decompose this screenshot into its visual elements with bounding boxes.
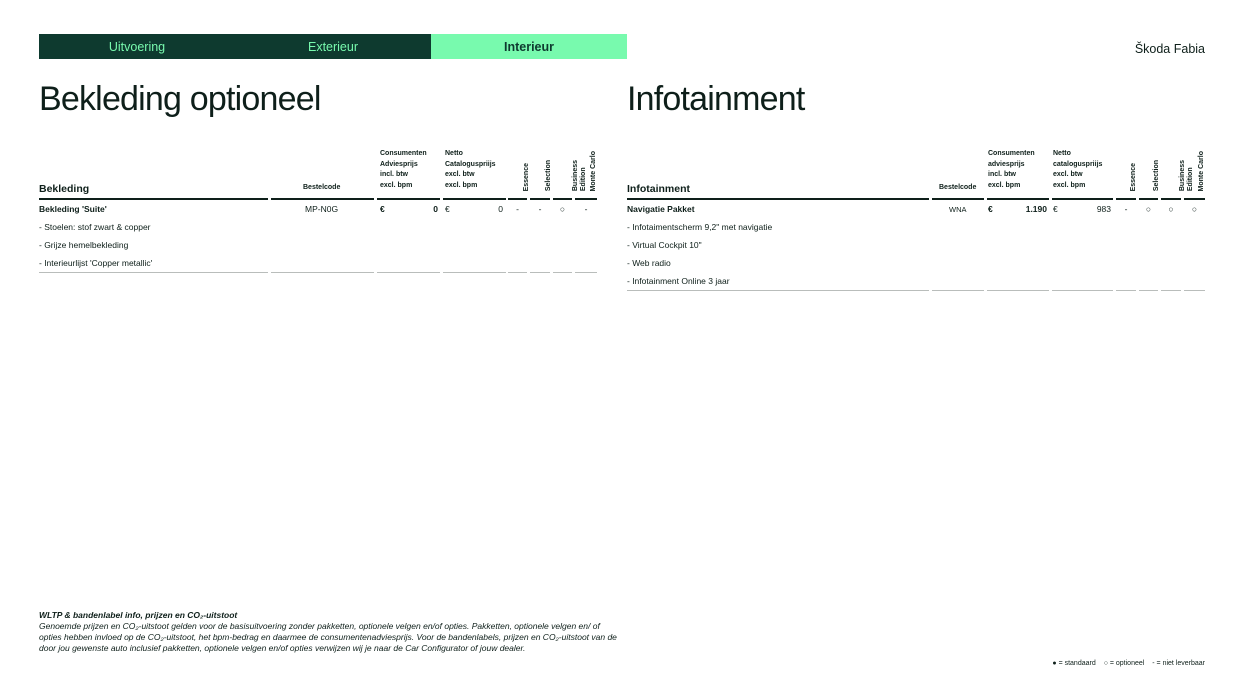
infotainment-table: [627, 144, 1206, 292]
feature-item: - Virtual Cockpit 10": [627, 240, 702, 250]
trim-availability-monte-carlo: ○: [1191, 204, 1198, 214]
header-bestelcode: Bestelcode: [303, 184, 341, 191]
table-header: [39, 144, 618, 198]
feature-item: - Interieurlijst 'Copper metallic': [39, 258, 153, 268]
list-item: [627, 218, 1206, 236]
header-bestelcode: Bestelcode: [939, 184, 977, 191]
table-row: [39, 200, 618, 218]
list-item: [39, 254, 618, 272]
legend-optional: ○ = optioneel: [1103, 660, 1145, 667]
consumer-price: 0: [433, 204, 438, 214]
header-trim-col: [1114, 133, 1138, 191]
feature-item: - Grijze hemelbekleding: [39, 240, 129, 250]
tab-interieur[interactable]: Interieur: [431, 34, 627, 59]
header-monte-carlo: Monte Carlo: [1198, 150, 1205, 191]
currency-symbol: €: [988, 204, 993, 214]
bekleding-table: [39, 144, 618, 274]
footer-rule: [39, 272, 618, 274]
trim-availability-essence: -: [516, 204, 519, 214]
header-selection: Selection: [545, 159, 552, 191]
table-row: [627, 200, 1206, 218]
header-selection: Selection: [1153, 159, 1160, 191]
header-trim-col: [1159, 133, 1194, 191]
table-header: [627, 144, 1206, 198]
header-monte-carlo: Monte Carlo: [590, 150, 597, 191]
header-net-price: Netto Cataloguspriijs excl. btw excl. bpm: [445, 150, 496, 189]
trim-availability-selection: -: [538, 204, 542, 214]
list-item: [627, 272, 1206, 290]
header-business-edition: Business Edition: [1179, 159, 1194, 191]
header-trim-col: [574, 133, 598, 191]
header-trim-col: [529, 133, 553, 191]
net-price: 983: [1096, 204, 1111, 214]
header-essence: Essence: [1130, 162, 1137, 191]
feature-item: - Infotainment Online 3 jaar: [627, 276, 730, 286]
currency-symbol: €: [380, 204, 385, 214]
header-net-price: Netto cataloguspriijs excl. btw excl. bpm: [1053, 150, 1103, 189]
tab-uitvoering[interactable]: Uitvoering: [39, 34, 235, 59]
legend-not-available: - = niet leverbaar: [1152, 660, 1205, 667]
header-consumer-price: Consumenten Adviesprijs incl. btw excl. bpm: [380, 150, 427, 189]
footnote-body: Genoemde prijzen en CO₂-uitstoot gelden voor de basisuitvoering zonder pakketten, optionele velgen en/of opties. Pakketten, optionele velgen en/ of opties hebben invloed op de CO₂-uitstoot, het bpm-bedrag en daarmee de consumentenadviesprijs. Voor de bandenlabels, prijzen en CO₂-uitstoot van de door jou gewenste auto inclusief pakketten, optionele velgen en/of opties verwijzen wij je naar de Car Configurator of jouw dealer.: [39, 621, 617, 653]
order-code: MP-N0G: [305, 204, 339, 214]
trim-availability-business: ○: [559, 204, 566, 214]
list-item: [39, 236, 618, 254]
list-item: [39, 218, 618, 236]
header-trim-col: [552, 133, 587, 191]
header-business-edition: Business Edition: [572, 159, 587, 191]
header-trim-col: [1182, 133, 1206, 191]
page-title-right: Infotainment: [627, 80, 805, 118]
trim-availability-selection: ○: [1145, 204, 1152, 214]
header-trim-col: [1137, 133, 1161, 191]
feature-item: - Stoelen: stof zwart & copper: [39, 222, 151, 232]
section-title: Bekleding: [39, 183, 90, 195]
header-essence: Essence: [523, 162, 530, 191]
trim-availability-essence: -: [1124, 204, 1128, 214]
tab-bar: [39, 34, 627, 59]
footer-rule: [627, 290, 1206, 292]
header-consumer-price: Consumenten adviesprijs incl. btw excl. bpm: [988, 150, 1035, 189]
page-title-left: Bekleding optioneel: [39, 80, 321, 118]
currency-symbol: €: [1053, 204, 1058, 214]
footnote-heading: WLTP & bandenlabel info, prijzen en CO₂-uitstoot: [39, 610, 238, 620]
feature-item: - Infotaimentscherm 9,2" met navigatie: [627, 222, 773, 232]
option-name: Bekleding 'Suite': [39, 204, 107, 214]
section-title: Infotainment: [627, 183, 690, 195]
header-trim-col: [507, 133, 531, 191]
order-code: WNA: [949, 205, 967, 214]
consumer-price: 1.190: [1025, 204, 1047, 214]
list-item: [627, 236, 1206, 254]
trim-availability-monte-carlo: -: [584, 204, 588, 214]
currency-symbol: €: [445, 204, 450, 214]
net-price: 0: [498, 204, 503, 214]
option-name: Navigatie Pakket: [627, 204, 695, 214]
feature-item: - Web radio: [627, 258, 671, 268]
wltp-footnote: [39, 610, 619, 654]
brand-name: Škoda Fabia: [1134, 42, 1205, 56]
trim-availability-business: ○: [1168, 204, 1174, 214]
tab-exterieur[interactable]: Exterieur: [235, 34, 431, 59]
legend-standard: ● = standaard: [1052, 660, 1096, 667]
list-item: [627, 254, 1206, 272]
availability-legend: [1046, 660, 1205, 667]
